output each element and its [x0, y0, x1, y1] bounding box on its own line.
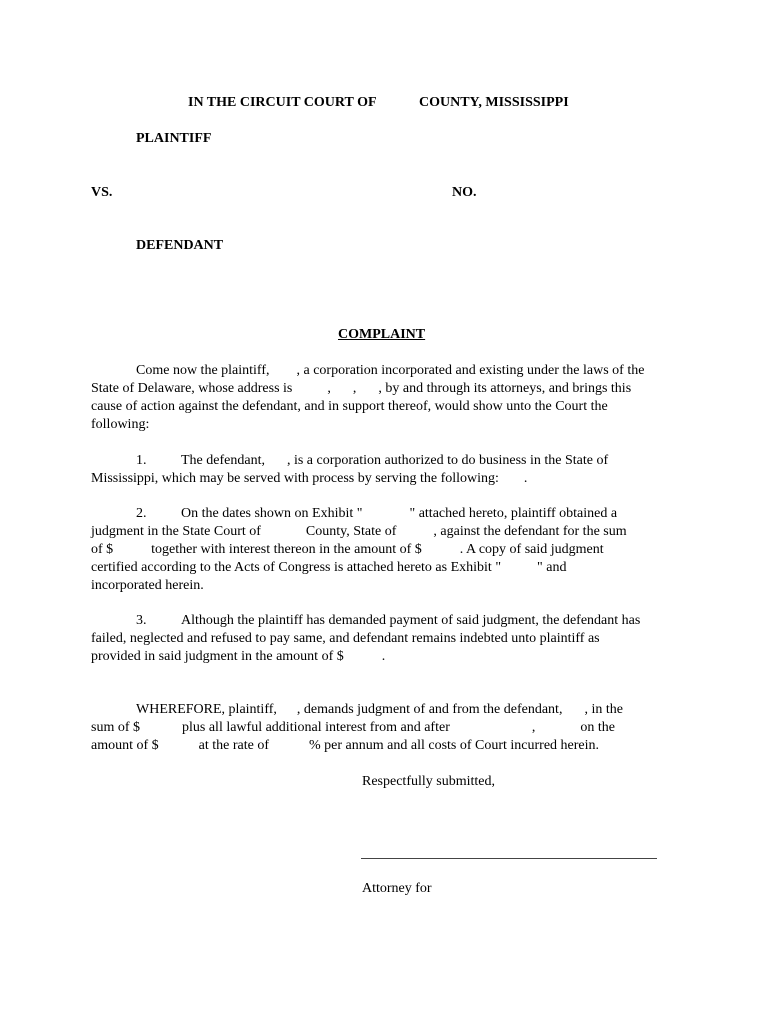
signature-line: [361, 858, 657, 859]
paragraph-1-line-1: [181, 452, 608, 470]
paragraph-text: together with interest thereon in the amount of $: [151, 542, 422, 557]
paragraph-2-line-5: incorporated herein.: [91, 578, 204, 593]
paragraph-text: On the dates shown on Exhibit ": [181, 506, 363, 521]
paragraph-text: , against the defendant for the sum: [433, 524, 627, 539]
paragraph-text: judgment in the State Court of: [91, 524, 261, 539]
wherefore-line-3: [91, 737, 599, 755]
paragraph-text: , demands judgment of and from the defendant,: [296, 702, 563, 717]
paragraph-text: , is a corporation authorized to do business in the State of: [286, 453, 609, 468]
paragraph-text: WHEREFORE, plaintiff,: [136, 702, 277, 717]
paragraph-2-line-1: [181, 505, 617, 523]
paragraph-text: at the rate of: [198, 738, 270, 753]
paragraph-text: on the: [580, 720, 615, 735]
paragraph-text: , in the: [584, 702, 623, 717]
wherefore-line-2: [91, 719, 615, 737]
paragraph-text: Mississippi, which may be served with process by serving the following:: [91, 471, 499, 486]
paragraph-1-line-2: [91, 470, 527, 488]
paragraph-text: The defendant,: [181, 453, 265, 468]
intro-line-2: [91, 380, 631, 398]
paragraph-2-line-3: [91, 541, 604, 559]
paragraph-3-number: 3.: [136, 613, 147, 628]
court-name-right: COUNTY, MISSISSIPPI: [419, 95, 569, 110]
intro-text: , a corporation incorporated and existing under the laws of the: [296, 363, 645, 378]
paragraph-text: ,: [531, 720, 536, 735]
intro-line-4: following:: [91, 417, 150, 432]
paragraph-text: plus all lawful additional interest from and after: [182, 720, 450, 735]
intro-text: ,: [327, 381, 331, 396]
paragraph-2-number: 2.: [136, 506, 147, 521]
intro-text: ,: [352, 381, 357, 396]
paragraph-text: sum of $: [91, 720, 140, 735]
intro-text: State of Delaware, whose address is: [91, 381, 293, 396]
closing-text: Respectfully submitted,: [362, 774, 495, 789]
paragraph-text: % per annum and all costs of Court incurred herein.: [309, 738, 600, 753]
defendant-label: DEFENDANT: [136, 238, 224, 253]
paragraph-text: " and: [537, 560, 567, 575]
intro-line-3: cause of action against the defendant, and in support thereof, would show unto the Court the: [91, 399, 608, 414]
paragraph-text: . A copy of said judgment: [459, 542, 604, 557]
court-name-left: IN THE CIRCUIT COURT OF: [188, 95, 377, 110]
wherefore-line-1: [136, 701, 623, 719]
paragraph-3-line-3: [91, 648, 385, 666]
paragraph-text: of $: [91, 542, 114, 557]
paragraph-2-line-2: [91, 523, 627, 541]
paragraph-text: " attached hereto, plaintiff obtained a: [409, 506, 618, 521]
paragraph-text: .: [523, 471, 528, 486]
attorney-for-label: Attorney for: [362, 881, 432, 896]
paragraph-3-line-2: failed, neglected and refused to pay same, and defendant remains indebted unto plaintiff as: [91, 631, 600, 646]
intro-text: , by and through its attorneys, and brings this: [378, 381, 632, 396]
document-title: COMPLAINT: [338, 327, 426, 342]
intro-text: Come now the plaintiff,: [136, 363, 270, 378]
vs-label: VS.: [91, 185, 113, 200]
intro-line-1: [136, 362, 644, 380]
case-number-label: NO.: [452, 185, 477, 200]
paragraph-2-line-4: [91, 559, 566, 577]
plaintiff-label: PLAINTIFF: [136, 131, 212, 146]
paragraph-text: provided in said judgment in the amount of $: [91, 649, 344, 664]
paragraph-3-line-1: Although the plaintiff has demanded payment of said judgment, the defendant has: [181, 613, 641, 628]
paragraph-text: County, State of: [305, 524, 397, 539]
paragraph-text: certified according to the Acts of Congress is attached hereto as Exhibit ": [91, 560, 502, 575]
paragraph-1-number: 1.: [136, 453, 147, 468]
paragraph-text: amount of $: [91, 738, 159, 753]
paragraph-text: .: [381, 649, 386, 664]
